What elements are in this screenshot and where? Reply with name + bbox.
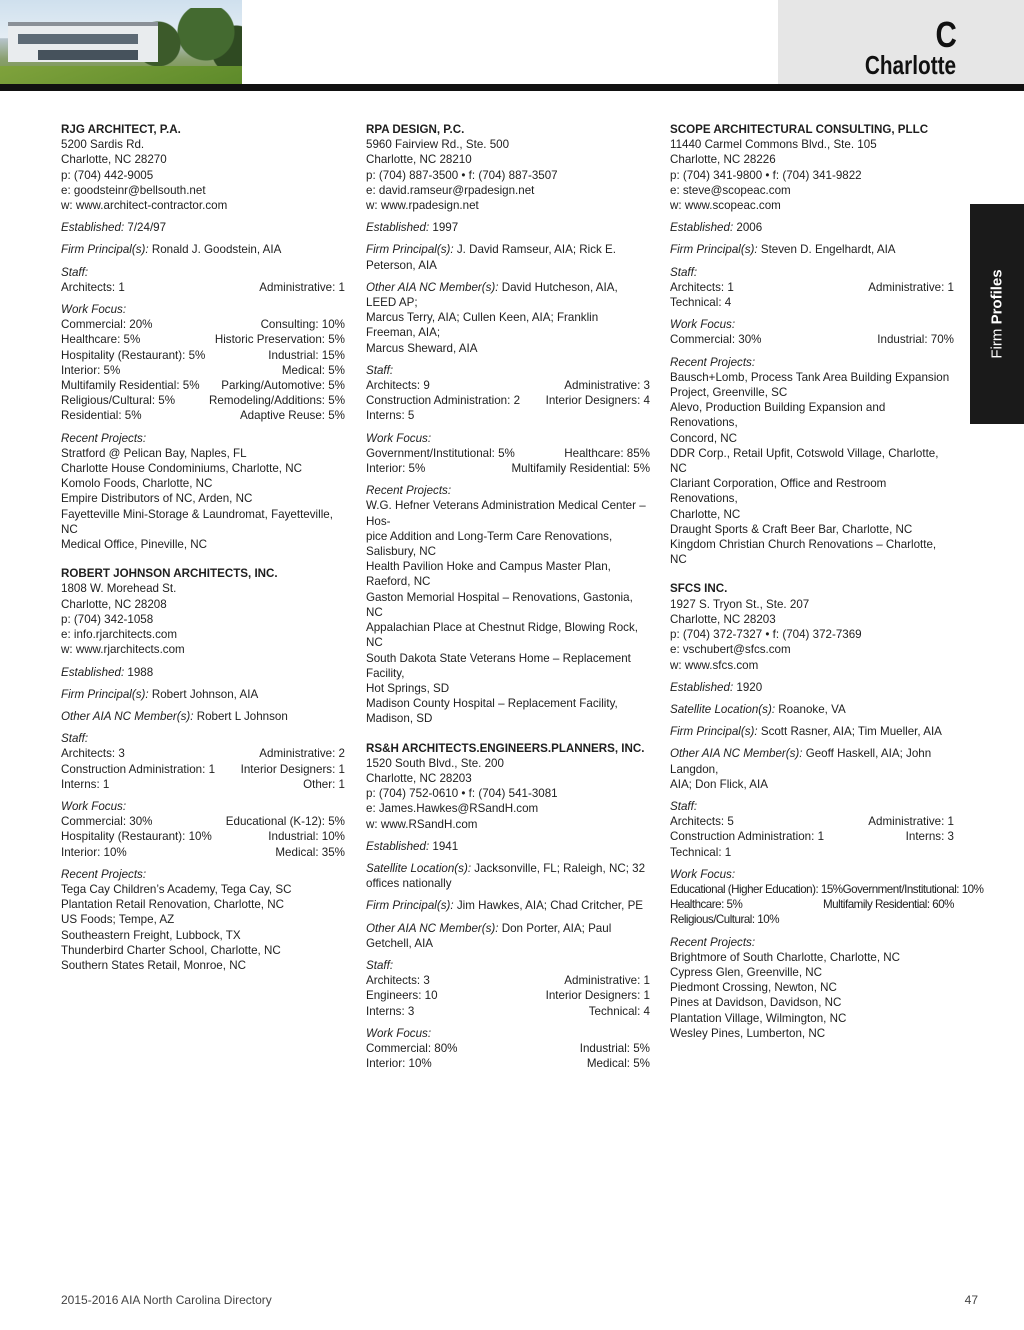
other-members-label: Other AIA NC Member(s): [366, 280, 499, 294]
staff-label: Staff: [670, 265, 698, 279]
staff-row [670, 280, 954, 295]
work-focus-row [670, 882, 984, 897]
firm-principals [670, 724, 954, 739]
work-focus-left: Educational (Higher Education): 15% [670, 882, 843, 896]
staff-left: Interns: 5 [366, 409, 415, 423]
firm-address [61, 137, 345, 213]
recent-projects-label: Recent Projects: [670, 355, 756, 369]
column-3 [670, 122, 984, 1055]
page-number: 47 [964, 1293, 978, 1307]
work-focus [61, 799, 345, 860]
work-focus-right: Multifamily Residential: 60% [823, 898, 954, 912]
work-focus-right: Historic Preservation: 5% [214, 333, 345, 347]
work-focus-left: Healthcare: 5% [670, 898, 743, 912]
staff-label: Staff: [61, 265, 89, 279]
project-item: Tega Cay Children’s Academy, Tega Cay, SC [61, 882, 292, 896]
established [61, 665, 345, 680]
firm-principals-value: Jim Hawkes, AIA; Chad Critcher, PE [453, 899, 644, 913]
project-item: Cypress Glen, Greenville, NC [670, 965, 823, 979]
email-link[interactable]: e: steve@scopeac.com [670, 183, 791, 197]
firm-principals-value: Ronald J. Goodstein, AIA [148, 243, 282, 257]
project-item: Kingdom Christian Church Renovations – Charlotte, NC [670, 538, 937, 567]
staff-row [61, 746, 345, 761]
established-value: 7/24/97 [124, 221, 167, 235]
address-line: 5200 Sardis Rd. [61, 138, 145, 152]
website-link[interactable]: w: www.rjarchitects.com [61, 643, 185, 657]
established [366, 220, 650, 235]
other-members-value: AIA; Don Flick, AIA [670, 777, 768, 791]
staff-label: Staff: [670, 799, 698, 813]
project-item: W.G. Hefner Veterans Administration Medical Center – Hos- [366, 499, 646, 528]
firm-entry [670, 581, 984, 1040]
established-label: Established: [366, 221, 430, 235]
staff-left: Construction Administration: 1 [61, 762, 216, 776]
staff-left: Architects: 5 [670, 815, 734, 829]
established [61, 220, 345, 235]
email-link[interactable]: e: vschubert@sfcs.com [670, 643, 791, 657]
other-members [61, 709, 345, 724]
project-item: Madison County Hospital – Replacement Facility, Madison, SD [366, 697, 618, 726]
phone: p: (704) 342-1058 [61, 612, 154, 626]
staff-row [366, 378, 650, 393]
side-tab-label: Firm Profiles [988, 269, 1006, 359]
staff-label: Staff: [366, 363, 394, 377]
project-item: Hot Springs, SD [366, 681, 450, 695]
work-focus-right: Industrial: 70% [877, 333, 954, 347]
work-focus-row [670, 897, 954, 912]
staff-left: Construction Administration: 2 [366, 394, 521, 408]
firm-name: RS&H ARCHITECTS.ENGINEERS.PLANNERS, INC. [366, 741, 645, 755]
other-members-line [670, 746, 954, 776]
phone: p: (704) 372-7327 • f: (704) 372-7369 [670, 628, 862, 642]
side-tab[interactable] [970, 204, 1024, 424]
staff-row [61, 777, 345, 792]
recent-projects [61, 867, 345, 973]
recent-projects [670, 355, 954, 568]
project-item: Alevo, Production Building Expansion and Renovations, [670, 401, 886, 430]
work-focus-row [61, 814, 345, 829]
staff-right: Interns: 3 [905, 830, 954, 844]
satellite-locations-value: Jacksonville, FL; Raleigh, NC; 32 [471, 861, 646, 875]
project-item: Project, Greenville, SC [670, 386, 788, 400]
project-item: Bausch+Lomb, Process Tank Area Building Expansion [670, 370, 950, 384]
firm-entry [366, 122, 650, 727]
project-item: Appalachian Place at Chestnut Ridge, Blowing Rock, NC [366, 621, 638, 650]
work-focus-row [366, 446, 650, 461]
project-item: Plantation Village, Wilmington, NC [670, 1011, 847, 1025]
firm-principals-label: Firm Principal(s): [670, 725, 758, 739]
work-focus [366, 431, 650, 477]
project-item: Health Pavilion Hoke and Campus Master Plan, Raeford, NC [366, 560, 611, 589]
established-label: Established: [61, 221, 125, 235]
satellite-locations-value: offices nationally [366, 877, 452, 891]
recent-projects [61, 431, 345, 553]
staff-row [670, 845, 954, 860]
email-link[interactable]: e: goodsteinr@bellsouth.net [61, 183, 206, 197]
staff-right: Administrative: 1 [868, 815, 954, 829]
work-focus-label: Work Focus: [61, 303, 127, 317]
project-item: South Dakota State Veterans Home – Replacement Facility, [366, 651, 631, 680]
address-line: Charlotte, NC 28270 [61, 153, 167, 167]
work-focus-row [61, 829, 345, 844]
project-item: pice Addition and Long-Term Care Renovations, Salisbury, NC [366, 529, 613, 559]
section-letter-box [778, 0, 1024, 84]
staff-right: Administrative: 3 [564, 379, 650, 393]
staff-right: Technical: 4 [588, 1004, 650, 1018]
section-city: Charlotte [864, 50, 956, 80]
work-focus-left: Religious/Cultural: 10% [670, 913, 780, 927]
staff-right: Interior Designers: 4 [545, 394, 650, 408]
work-focus-row [670, 332, 954, 347]
other-members-value: Marcus Terry, AIA; Cullen Keen, AIA; Franklin Freeman, AIA; [366, 311, 599, 340]
firm-name: SFCS INC. [670, 582, 728, 596]
firm-name: ROBERT JOHNSON ARCHITECTS, INC. [61, 567, 278, 581]
recent-projects-label: Recent Projects: [670, 935, 756, 949]
project-item: Fayetteville Mini-Storage & Laundromat, Fayetteville, NC [61, 507, 333, 536]
staff-right: Other: 1 [303, 777, 345, 791]
website-link[interactable]: w: www.sfcs.com [670, 658, 759, 672]
column-1 [61, 122, 345, 987]
recent-projects-label: Recent Projects: [366, 484, 452, 498]
email-link[interactable]: e: david.ramseur@rpadesign.net [366, 183, 535, 197]
firm-address [61, 581, 345, 657]
firm-address [366, 137, 650, 213]
work-focus-left: Interior: 10% [366, 1057, 432, 1071]
staff-label: Staff: [61, 732, 89, 746]
satellite-locations-label: Satellite Location(s): [366, 861, 472, 875]
staff-row [670, 295, 954, 310]
firm-principals-label: Firm Principal(s): [366, 899, 454, 913]
other-members-line [366, 341, 650, 356]
firm-name: RJG ARCHITECT, P.A. [61, 123, 181, 136]
staff-row [366, 1004, 650, 1019]
staff-row [670, 829, 954, 844]
website-link[interactable]: w: www.RSandH.com [366, 817, 478, 831]
project-item: US Foods; Tempe, AZ [61, 913, 175, 927]
work-focus-label: Work Focus: [366, 1026, 432, 1040]
staff-right: Administrative: 1 [564, 974, 650, 988]
work-focus-row [61, 408, 345, 423]
work-focus-left: Multifamily Residential: 5% [61, 379, 200, 393]
staff-left: Technical: 1 [670, 845, 732, 859]
established [670, 220, 954, 235]
work-focus [670, 867, 984, 928]
established-label: Established: [61, 665, 125, 679]
photo-lawn [0, 66, 242, 84]
firm-principals-value: Robert Johnson, AIA [148, 687, 259, 701]
other-members [670, 746, 954, 792]
work-focus-left: Commercial: 80% [366, 1041, 458, 1055]
other-members-label: Other AIA NC Member(s): [61, 709, 194, 723]
firm-entry [61, 566, 345, 973]
staff-left: Architects: 3 [61, 747, 125, 761]
staff-left: Architects: 1 [61, 280, 125, 294]
work-focus-row [366, 461, 650, 476]
firm-principals [61, 242, 345, 257]
firm-name: SCOPE ARCHITECTURAL CONSULTING, PLLC [670, 123, 929, 136]
satellite-locations-value: Roanoke, VA [775, 702, 846, 716]
project-item: Komolo Foods, Charlotte, NC [61, 477, 213, 491]
staff-row [366, 973, 650, 988]
email-link[interactable]: e: James.Hawkes@RSandH.com [366, 802, 539, 816]
work-focus-label: Work Focus: [366, 431, 432, 445]
firm-principals-value: Scott Rasner, AIA; Tim Mueller, AIA [757, 725, 942, 739]
staff-right: Interior Designers: 1 [545, 989, 650, 1003]
work-focus [61, 302, 345, 424]
other-members-value: Marcus Sheward, AIA [366, 341, 478, 355]
work-focus-row [61, 332, 345, 347]
established-label: Established: [366, 839, 430, 853]
project-item: Pines at Davidson, Davidson, NC [670, 996, 842, 1010]
address-line: Charlotte, NC 28226 [670, 153, 776, 167]
work-focus-right: Government/Institutional: 10% [842, 882, 984, 896]
project-item: Stratford @ Pelican Bay, Naples, FL [61, 446, 247, 460]
work-focus-left: Interior: 5% [366, 462, 426, 476]
work-focus-left: Commercial: 20% [61, 318, 153, 332]
staff-left: Construction Administration: 1 [670, 830, 825, 844]
work-focus-row [61, 348, 345, 363]
firm-principals-value: J. David Ramseur, AIA; Rick E. Peterson, AIA [366, 243, 616, 272]
work-focus-row [61, 393, 345, 408]
project-item: Charlotte House Condominiums, Charlotte, NC [61, 462, 302, 476]
header-rule [0, 84, 1024, 91]
project-item: Southeastern Freight, Lubbock, TX [61, 928, 241, 942]
established-value: 2006 [733, 221, 763, 235]
firm-principals-label: Firm Principal(s): [366, 243, 454, 257]
other-members-label: Other AIA NC Member(s): [366, 921, 499, 935]
firm-principals-label: Firm Principal(s): [61, 687, 149, 701]
established-value: 1988 [124, 665, 154, 679]
work-focus-right: Adaptive Reuse: 5% [239, 409, 345, 423]
firm-name: RPA DESIGN, P.C. [366, 123, 465, 136]
recent-projects-label: Recent Projects: [61, 431, 147, 445]
staff [61, 265, 345, 295]
work-focus-row [366, 1056, 650, 1071]
address-line: 1520 South Blvd., Ste. 200 [366, 756, 504, 770]
staff [670, 799, 954, 860]
project-item: Draught Sports & Craft Beer Bar, Charlotte, NC [670, 522, 913, 536]
firm-principals-label: Firm Principal(s): [670, 243, 758, 257]
work-focus-right: Consulting: 10% [260, 318, 345, 332]
firm-principals [61, 687, 345, 702]
project-item: Thunderbird Charter School, Charlotte, NC [61, 943, 281, 957]
project-item: Empire Distributors of NC, Arden, NC [61, 492, 253, 506]
staff-left: Architects: 3 [366, 974, 430, 988]
work-focus-left: Commercial: 30% [670, 333, 762, 347]
firm-principals-label: Firm Principal(s): [61, 243, 149, 257]
work-focus-left: Religious/Cultural: 5% [61, 394, 176, 408]
website-link[interactable]: w: www.scopeac.com [670, 199, 781, 213]
phone: p: (704) 341-9800 • f: (704) 341-9822 [670, 168, 862, 182]
address-line: 11440 Carmel Commons Blvd., Ste. 105 [670, 138, 877, 152]
email-link[interactable]: e: info.rjarchitects.com [61, 628, 177, 642]
work-focus-row [61, 317, 345, 332]
other-members-line [670, 777, 954, 792]
established-value: 1997 [429, 221, 459, 235]
staff-right: Interior Designers: 1 [240, 762, 345, 776]
work-focus-label: Work Focus: [670, 867, 736, 881]
other-members-label: Other AIA NC Member(s): [670, 747, 803, 761]
recent-projects [366, 483, 650, 726]
staff-right: Administrative: 1 [868, 280, 954, 294]
satellite-locations [670, 702, 954, 717]
address-line: 1808 W. Morehead St. [61, 582, 177, 596]
staff [366, 958, 650, 1019]
work-focus-row [670, 912, 954, 927]
staff-left: Interns: 3 [366, 1004, 415, 1018]
staff-right: Administrative: 1 [259, 280, 345, 294]
work-focus-left: Healthcare: 5% [61, 333, 141, 347]
work-focus-left: Interior: 5% [61, 363, 121, 377]
work-focus-row [61, 363, 345, 378]
footer-title: 2015-2016 AIA North Carolina Directory [61, 1293, 272, 1307]
work-focus-row [61, 378, 345, 393]
firm-entry [61, 122, 345, 552]
work-focus-label: Work Focus: [61, 799, 127, 813]
phone: p: (704) 887-3500 • f: (704) 887-3507 [366, 168, 558, 182]
staff-left: Engineers: 10 [366, 989, 438, 1003]
work-focus-right: Medical: 5% [586, 1057, 650, 1071]
column-2 [366, 122, 650, 1085]
firm-principals [366, 898, 650, 913]
staff-left: Architects: 1 [670, 280, 734, 294]
firm-principals [366, 242, 650, 272]
staff [366, 363, 650, 424]
address-line: 1927 S. Tryon St., Ste. 207 [670, 597, 810, 611]
work-focus-right: Parking/Automotive: 5% [221, 379, 345, 393]
other-members-line [366, 310, 650, 340]
project-item: Gaston Memorial Hospital – Renovations, Gastonia, NC [366, 590, 633, 619]
website-link[interactable]: w: www.rpadesign.net [366, 199, 479, 213]
established-value: 1920 [733, 680, 763, 694]
other-members [366, 280, 650, 356]
phone: p: (704) 442-9005 [61, 168, 154, 182]
phone: p: (704) 752-0610 • f: (704) 541-3081 [366, 787, 558, 801]
satellite-locations [366, 861, 650, 891]
work-focus [670, 317, 954, 347]
firm-principals-value: Steven D. Engelhardt, AIA [757, 243, 896, 257]
established-value: 1941 [429, 839, 459, 853]
work-focus-left: Commercial: 30% [61, 815, 153, 829]
firm-address [366, 756, 650, 832]
staff-left: Technical: 4 [670, 296, 732, 310]
other-members [366, 921, 650, 951]
work-focus-right: Educational (K-12): 5% [225, 815, 345, 829]
work-focus-right: Medical: 35% [275, 845, 345, 859]
other-members-value: David Hutcheson, AIA, LEED AP; [366, 280, 618, 310]
work-focus-left: Hospitality (Restaurant): 10% [61, 830, 212, 844]
work-focus-left: Hospitality (Restaurant): 5% [61, 348, 206, 362]
project-item: DDR Corp., Retail Upfit, Cotswold Village, Charlotte, NC [670, 446, 939, 476]
work-focus-right: Industrial: 5% [579, 1041, 650, 1055]
work-focus-right: Medical: 5% [281, 363, 345, 377]
project-item: Medical Office, Pineville, NC [61, 538, 208, 552]
established-label: Established: [670, 680, 734, 694]
address-line: 5960 Fairview Rd., Ste. 500 [366, 138, 510, 152]
project-item: Brightmore of South Charlotte, Charlotte, NC [670, 950, 901, 964]
firm-principals [670, 242, 954, 257]
staff [61, 731, 345, 792]
work-focus-left: Residential: 5% [61, 409, 142, 423]
satellite-locations-label: Satellite Location(s): [670, 702, 776, 716]
established [670, 680, 954, 695]
project-item: Piedmont Crossing, Newton, NC [670, 981, 837, 995]
header-photo [0, 0, 242, 84]
work-focus-right: Healthcare: 85% [564, 446, 650, 460]
other-members-line [366, 280, 650, 310]
staff-row [366, 408, 650, 423]
staff-left: Architects: 9 [366, 379, 430, 393]
address-line: Charlotte, NC 28203 [366, 771, 472, 785]
work-focus-left: Government/Institutional: 5% [366, 446, 515, 460]
staff [670, 265, 954, 311]
satellite-locations-line [366, 876, 650, 891]
address-line: Charlotte, NC 28210 [366, 153, 472, 167]
staff-right: Administrative: 2 [259, 747, 345, 761]
staff-left: Interns: 1 [61, 777, 110, 791]
work-focus-right: Industrial: 15% [268, 348, 345, 362]
established [366, 839, 650, 854]
work-focus-right: Industrial: 10% [268, 830, 345, 844]
firm-entry [670, 122, 954, 567]
other-members-value: Robert L Johnson [193, 709, 288, 723]
address-line: Charlotte, NC 28203 [670, 612, 776, 626]
staff-row [366, 988, 650, 1003]
recent-projects-label: Recent Projects: [61, 867, 147, 881]
staff-row [61, 762, 345, 777]
firm-address [670, 597, 954, 673]
work-focus-right: Multifamily Residential: 5% [511, 462, 650, 476]
project-item: Charlotte, NC [670, 507, 741, 521]
work-focus-left: Interior: 10% [61, 845, 127, 859]
work-focus-row [61, 845, 345, 860]
project-item: Clariant Corporation, Office and Restroom Renovations, [670, 477, 887, 506]
staff-row [61, 280, 345, 295]
work-focus-label: Work Focus: [670, 318, 736, 332]
project-item: Wesley Pines, Lumberton, NC [670, 1026, 826, 1040]
recent-projects [670, 935, 954, 1041]
section-letter: C [935, 14, 956, 55]
project-item: Southern States Retail, Monroe, NC [61, 958, 246, 972]
project-item: Concord, NC [670, 431, 738, 445]
staff-label: Staff: [366, 958, 394, 972]
work-focus [366, 1026, 650, 1072]
firm-address [670, 137, 954, 213]
staff-row [366, 393, 650, 408]
established-label: Established: [670, 221, 734, 235]
website-link[interactable]: w: www.architect-contractor.com [61, 199, 228, 213]
satellite-locations-line [366, 861, 650, 876]
address-line: Charlotte, NC 28208 [61, 597, 167, 611]
staff-row [670, 814, 954, 829]
project-item: Plantation Retail Renovation, Charlotte, NC [61, 898, 284, 912]
other-members-value: Geoff Haskell, AIA; John Langdon, [670, 747, 932, 776]
work-focus-row [366, 1041, 650, 1056]
photo-building [8, 22, 158, 62]
firm-entry [366, 741, 650, 1072]
other-members-value: Don Porter, AIA; Paul Getchell, AIA [366, 921, 612, 950]
work-focus-right: Remodeling/Additions: 5% [209, 394, 345, 408]
